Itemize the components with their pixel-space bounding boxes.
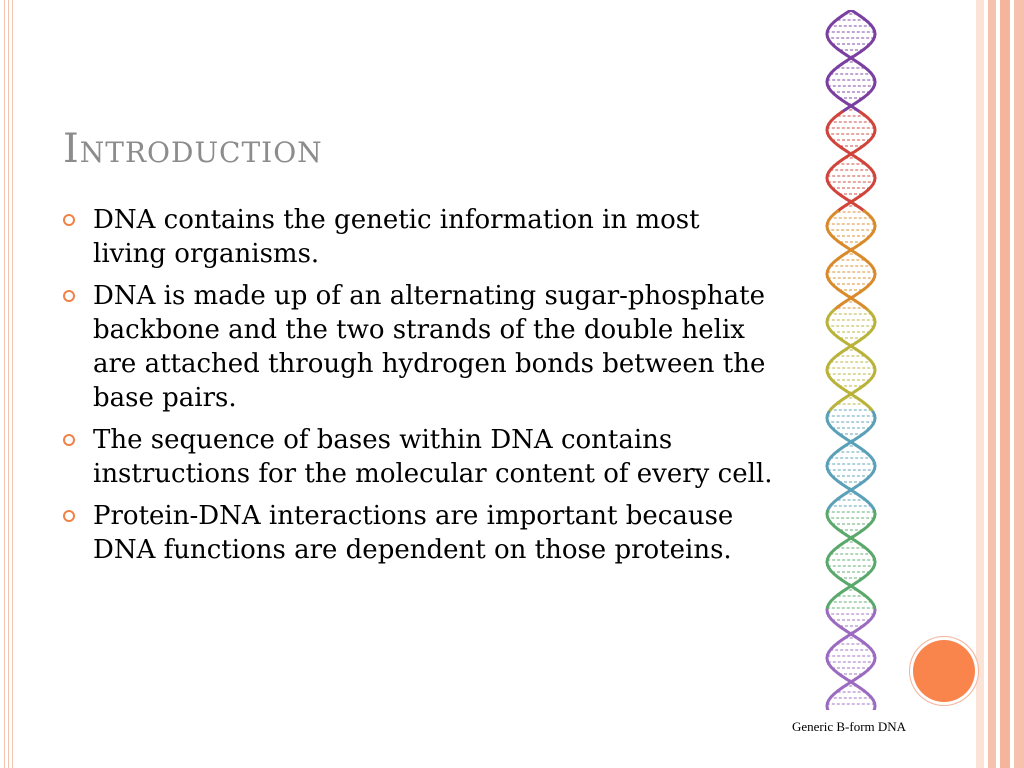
- hollow-circle-bullet-icon: [63, 510, 75, 522]
- hollow-circle-bullet-icon: [63, 434, 75, 446]
- left-frame-border: [0, 0, 13, 768]
- hollow-circle-bullet-icon: [63, 214, 75, 226]
- dna-backbone-segment: [827, 709, 828, 710]
- slide-title: Introduction: [63, 126, 323, 172]
- dna-double-helix-icon: [806, 10, 896, 710]
- bullet-item: [63, 499, 773, 567]
- dna-backbone-segment: [873, 709, 874, 710]
- bullet-item: [63, 423, 773, 491]
- bullet-item: [63, 279, 773, 415]
- decorative-orange-circle: [913, 640, 975, 702]
- bullet-list: [63, 203, 773, 575]
- bullet-text: Protein-DNA interactions are important because DNA functions are dependent on those proteins.: [93, 501, 734, 565]
- hollow-circle-bullet-icon: [63, 290, 75, 302]
- bullet-item: [63, 203, 773, 271]
- right-frame-stripes: [976, 0, 1024, 768]
- bullet-text: The sequence of bases within DNA contains instructions for the molecular content of every cell.: [93, 425, 773, 489]
- bullet-text: DNA contains the genetic information in most living organisms.: [93, 205, 700, 269]
- bullet-text: DNA is made up of an alternating sugar-phosphate backbone and the two strands of the double helix are attached through hydrogen bonds between the base pairs.: [93, 281, 766, 413]
- image-caption: Generic B-form DNA: [792, 719, 907, 734]
